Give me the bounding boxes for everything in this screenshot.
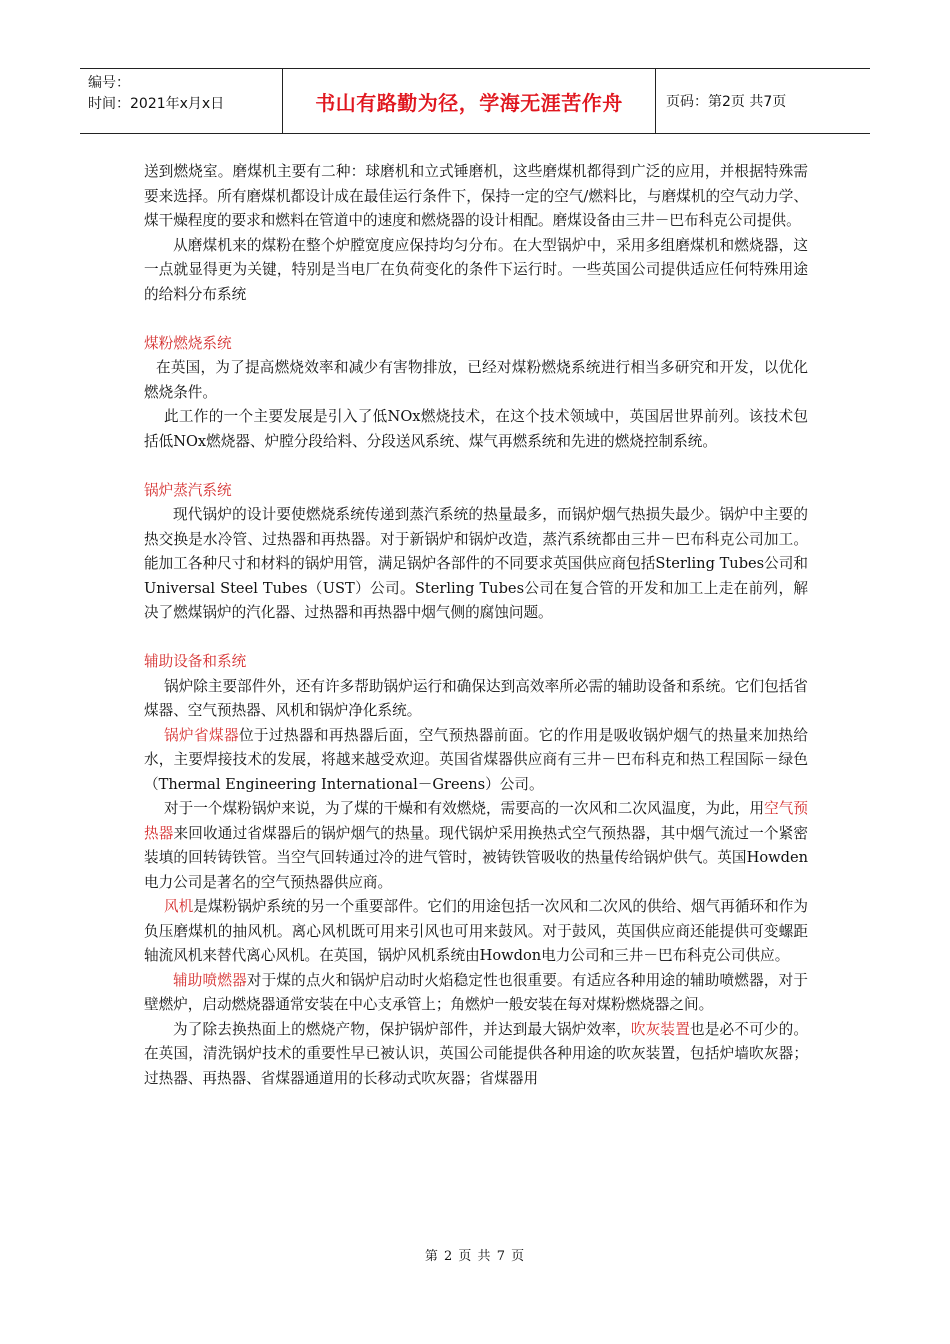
term-economizer: 锅炉省煤器 bbox=[164, 726, 239, 744]
document-body bbox=[144, 160, 808, 1091]
paragraph: 送到燃烧室。磨煤机主要有二种：球磨机和立式锤磨机，这些磨煤机都得到广泛的应用，并根据特殊需要来选择。所有磨煤机都设计成在最佳运行条件下，保持一定的空气/燃料比，与磨煤机的空气动力学、煤干燥程度的要求和燃料在管道中的速度和燃烧器的设计相配。磨煤设备由三井－巴布科克公司提供。 bbox=[144, 163, 808, 229]
paragraph bbox=[144, 969, 808, 1018]
paragraph: 从磨煤机来的煤粉在整个炉膛宽度应保持均匀分布。在大型锅炉中，采用多组磨煤机和燃烧器，这一点就显得更为关键，特别是当电厂在负荷变化的条件下运行时。一些英国公司提供适应任何特殊用途的给料分布系统 bbox=[144, 236, 808, 303]
paragraph: 在英国，为了提高燃烧效率和减少有害物排放，已经对煤粉燃烧系统进行相当多研究和开发，以优化燃烧条件。 bbox=[144, 359, 808, 401]
paragraph bbox=[144, 1018, 808, 1092]
paragraph-text: 对于煤的点火和锅炉启动时火焰稳定性也很重要。有适应各种用途的辅助喷燃器，对于壁燃炉，启动燃烧器通常安装在中心支承管上；角燃炉一般安装在每对煤粉燃烧器之间。 bbox=[144, 971, 808, 1013]
term-fan: 风机 bbox=[164, 898, 194, 915]
paragraph: 现代锅炉的设计要使燃烧系统传递到蒸汽系统的热量最多，而锅炉烟气热损失最少。锅炉中主要的热交换是水冷管、过热器和再热器。对于新锅炉和锅炉改造，蒸汽系统都由三井－巴布科克公司加工。能加工各种尺寸和材料的锅炉用管，满足锅炉各部件的不同要求英国供应商包括Sterling Tubes公司和Universal Steel Tubes（UST）公司。Sterling Tubes公司在复合管的开发和加工上走在前列，解决了燃煤锅炉的汽化器、过热器和再热器中烟气侧的腐蚀问题。 bbox=[144, 506, 808, 621]
paragraph bbox=[144, 797, 808, 895]
header-meta bbox=[80, 69, 283, 133]
paragraph: 此工作的一个主要发展是引入了低NOx燃烧技术，在这个技术领域中，英国居世界前列。该技术包括低NOx燃烧器、炉膛分段给料、分段送风系统、煤气再燃系统和先进的燃烧控制系统。 bbox=[144, 408, 808, 450]
page-footer: 第 2 页 共 7 页 bbox=[424, 1249, 526, 1264]
document-date: 时间：2021年x月x日 bbox=[88, 96, 225, 112]
paragraph-text: 为了除去换热面上的燃烧产物，保护锅炉部件，并达到最大锅炉效率， bbox=[173, 1020, 631, 1038]
section-heading: 煤粉燃烧系统 bbox=[144, 334, 232, 352]
document-number-label: 编号： bbox=[88, 75, 130, 91]
paragraph-text: 是煤粉锅炉系统的另一个重要部件。它们的用途包括一次风和二次风的供给、烟气再循环和作为负压磨煤机的抽风机。离心风机既可用来引风也可用来鼓风。对于鼓风，英国供应商还能提供可变螺距轴流风机来替代离心风机。在英国，锅炉风机系统由Howdon电力公司和三井－巴布科克公司供应。 bbox=[144, 898, 808, 964]
section-heading: 锅炉蒸汽系统 bbox=[144, 481, 232, 499]
paragraph: 锅炉除主要部件外，还有许多帮助锅炉运行和确保达到高效率所必需的辅助设备和系统。它们包括省煤器、空气预热器、风机和锅炉净化系统。 bbox=[144, 677, 808, 719]
term-aux-burner: 辅助喷燃器 bbox=[173, 971, 247, 989]
page-header bbox=[80, 68, 870, 134]
header-motto: 书山有路勤为径，学海无涯苦作舟 bbox=[283, 69, 656, 133]
section-heading: 辅助设备和系统 bbox=[144, 653, 247, 670]
paragraph-text: 也是必不可少的。在英国，清洗锅炉技术的重要性早已被认识，英国公司能提供各种用途的吹灰装置，包括炉墙吹灰器；过热器、再热器、省煤器通道用的长移动式吹灰器；省煤器用 bbox=[144, 1020, 808, 1087]
paragraph-text: 来回收通过省煤器后的锅炉烟气的热量。现代锅炉采用换热式空气预热器，其中烟气流过一个紧密装填的回转铸铁管。当空气回转通过冷的进气管时，被铸铁管吸收的热量传给锅炉供气。英国Howden电力公司是著名的空气预热器供应商。 bbox=[144, 824, 808, 891]
paragraph-text: 位于过热器和再热器后面，空气预热器前面。它的作用是吸收锅炉烟气的热量来加热给水，主要焊接技术的发展，将越来越受欢迎。英国省煤器供应商有三井－巴布科克和热工程国际－绿色（Thermal Engineering International－Greens）公司。 bbox=[144, 726, 808, 793]
paragraph-text: 对于一个煤粉锅炉来说，为了煤的干燥和有效燃烧，需要高的一次风和二次风温度，为此，用 bbox=[164, 800, 765, 817]
header-page-info: 页码：第2页 共7页 bbox=[666, 94, 787, 110]
paragraph bbox=[144, 724, 808, 798]
term-air-preheater: 空气预热器 bbox=[144, 800, 808, 842]
paragraph bbox=[144, 895, 808, 969]
term-soot-blower: 吹灰装置 bbox=[630, 1020, 690, 1038]
